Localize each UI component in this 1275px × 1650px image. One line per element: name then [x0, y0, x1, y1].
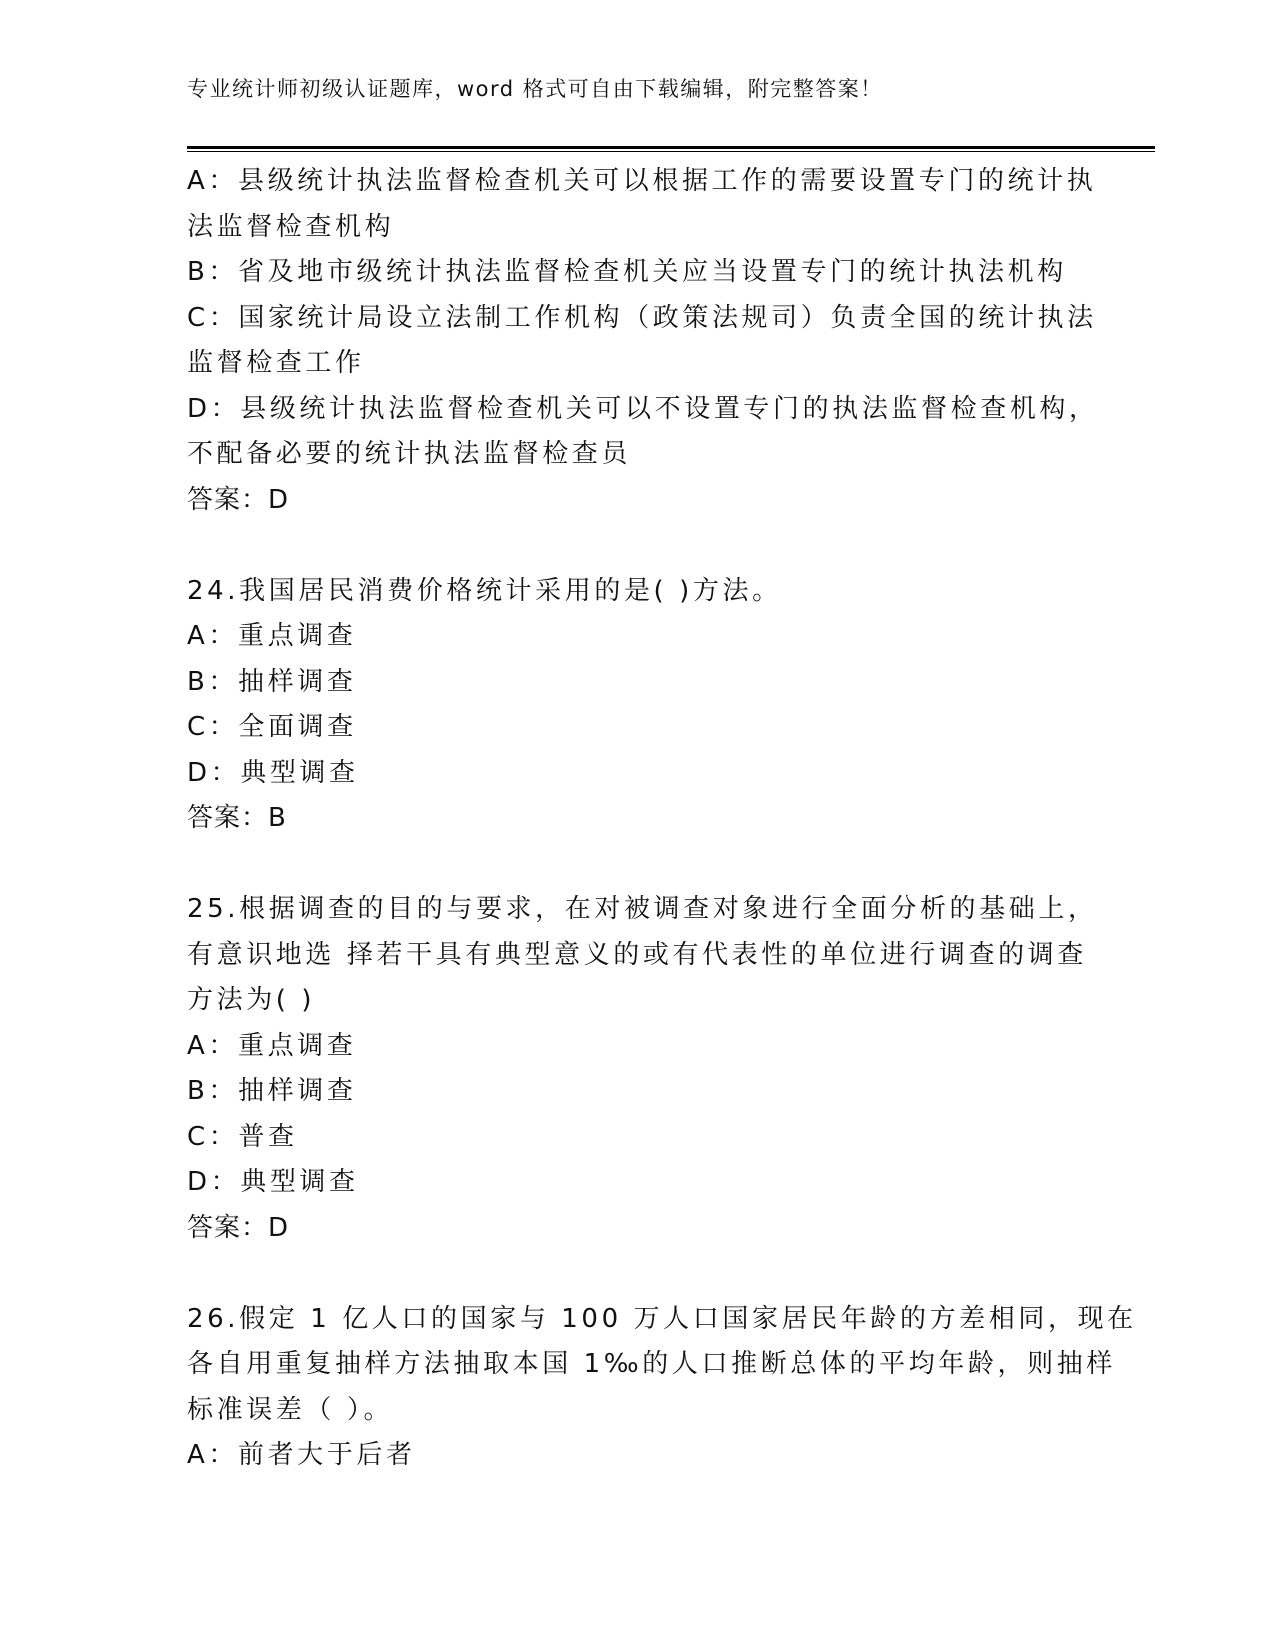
q26-stem-line3: 标准误差（ ）。 [187, 1394, 394, 1425]
q26-stem-line2: 各自用重复抽样方法抽取本国 1‰的人口推断总体的平均年龄，则抽样 [187, 1349, 1116, 1379]
q23-option-d-line1: D：县级统计执法监督检查机关可以不设置专门的执法监督检查机构， [187, 393, 1099, 424]
q24-answer: 答案：B [187, 803, 287, 833]
q25-option-a: A：重点调查 [187, 1030, 357, 1061]
spacer [187, 1251, 1087, 1297]
q24-option-c: C：全面调查 [187, 712, 357, 742]
q25-option-c: C：普查 [187, 1121, 298, 1152]
header-divider-thick [187, 146, 1155, 149]
q25-stem-line3: 方法为( ) [187, 985, 316, 1015]
q23-option-c-line1: C：国家统计局设立法制工作机构（政策法规司）负责全国的统计执法 [187, 302, 1097, 333]
question-25-block [187, 887, 1098, 1251]
q24-stem: 24.我国居民消费价格统计采用的是( )方法。 [187, 575, 782, 606]
q23-answer: 答案：D [187, 484, 290, 515]
q24-option-d: D：典型调查 [187, 757, 359, 788]
page-header: 专业统计师初级认证题库，word 格式可自由下载编辑，附完整答案！ [187, 77, 883, 101]
q23-option-a-line2: 法监督检查机构 [187, 211, 395, 242]
header-divider [187, 146, 1155, 152]
q23-option-b: B：省及地市级统计执法监督检查机关应当设置专门的统计执法机构 [187, 257, 1067, 287]
document-body [187, 159, 1137, 1479]
q25-option-b: B：抽样调查 [187, 1076, 357, 1106]
q26-stem-line1: 26.假定 1 亿人口的国家与 100 万人口国家居民年龄的方差相同，现在 [187, 1303, 1137, 1334]
q26-option-a: A：前者大于后者 [187, 1440, 416, 1470]
header-divider-thin [187, 151, 1155, 152]
q25-stem-line2: 有意识地选 择若干具有典型意义的或有代表性的单位进行调查的调查 [187, 939, 1087, 970]
q24-option-b: B：抽样调查 [187, 666, 357, 697]
question-24-block [187, 569, 1087, 842]
q24-option-a: A：重点调查 [187, 621, 357, 651]
q25-stem-line1: 25.根据调查的目的与要求，在对被调查对象进行全面分析的基础上， [187, 894, 1098, 924]
q23-option-d-line2: 不配备必要的统计执法监督检查员 [187, 439, 632, 469]
spacer [187, 523, 1087, 569]
q25-option-d: D：典型调查 [187, 1167, 359, 1197]
q23-option-a-line1: A：县级统计执法监督检查机关可以根据工作的需要设置专门的统计执 [187, 166, 1097, 196]
question-26-block [187, 1297, 1137, 1479]
q23-option-c-line2: 监督检查工作 [187, 348, 365, 378]
q25-answer: 答案：D [187, 1212, 290, 1243]
spacer [187, 842, 1087, 888]
question-23-block [187, 159, 1099, 523]
